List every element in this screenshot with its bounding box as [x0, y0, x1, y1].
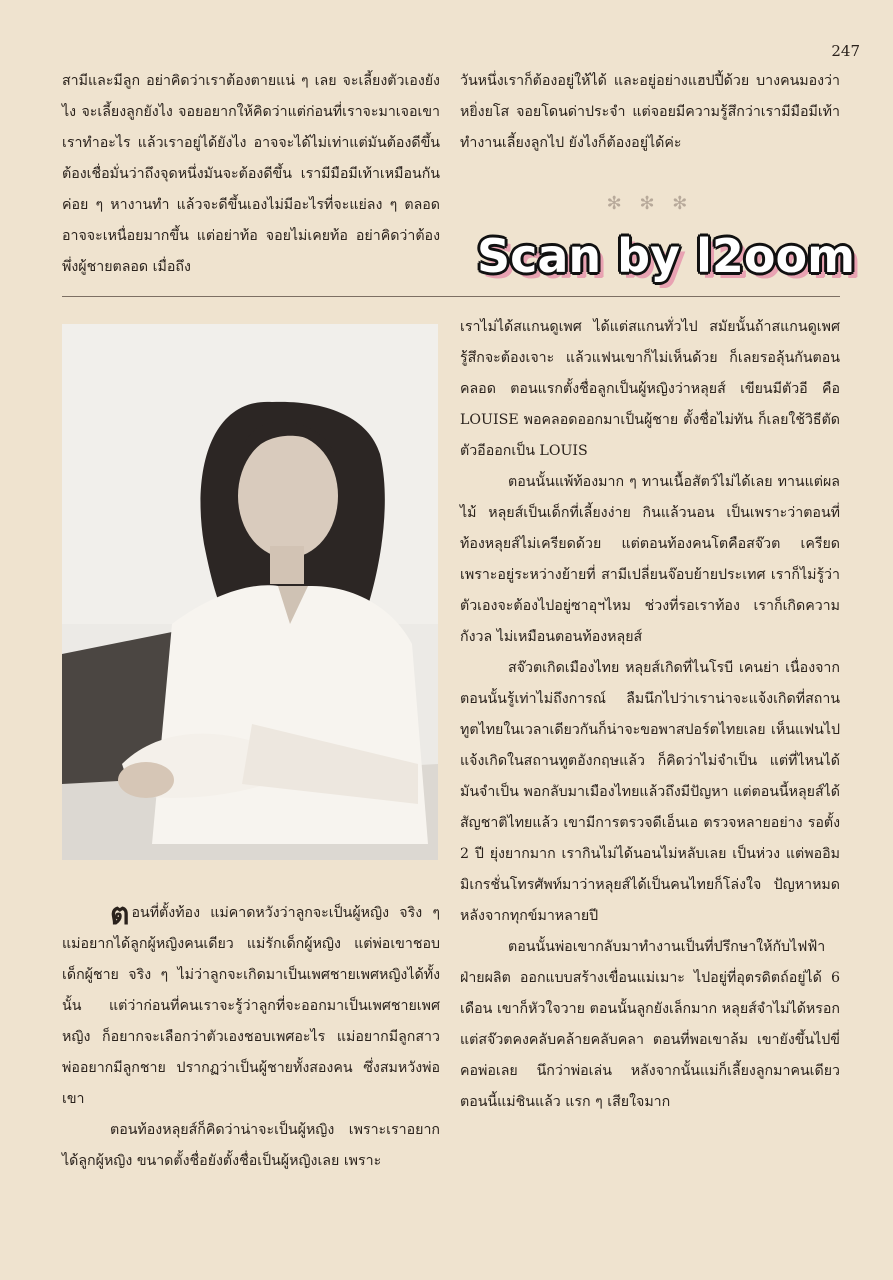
page-number: 247 — [831, 42, 860, 60]
paragraph: ตอนนั้นแพ้ท้องมาก ๆ ทานเนื้อสัตว์ไม่ได้เลย ทานแต่ผลไม้ หลุยส์เป็นเด็กที่เลี้ยงง่าย กินแล้วนอน เป็นเพราะว่าตอนที่ท้องหลุยส์ไม่เครียดด้วย แต่ตอนท้องคนโตคือสจ๊วต เครียดเพราะอยู่ระหว่างย้ายที่ สามีเปลี่ยนจ๊อบย้ายประเทศ เราก็ไม่รู้ว่าตัวเองจะต้องไปอยู่ซาอุฯไหม ช่วงที่รอเราท้อง เราก็เกิดความกังวล ไม่เหมือนตอนท้องหลุยส์ — [460, 474, 840, 645]
article-text-top-left — [62, 66, 440, 283]
article-text-bottom-left — [62, 898, 440, 1177]
paragraph — [62, 898, 440, 1115]
paragraph: ตอนนั้นพ่อเขากลับมาทำงานเป็นที่ปรึกษาให้กับไฟฟ้าฝ่ายผลิต ออกแบบสร้างเขื่อนแม่เมาะ ไปอยู่ที่อุตรดิตถ์อยู่ได้ 6 เดือน เขาก็หัวใจวาย ตอนนั้นลูกยังเล็กมาก หลุยส์จำไม่ได้หรอก แต่สจ๊วตคงคลับคล้ายคลับคลา ตอนที่พอเขาล้ม เขายังขึ้นไปขี่คอพ่อเลย นึกว่าพ่อเล่น หลังจากนั้นแม่ก็เลี้ยงลูกมาคนเดียว ตอนนี้แม่ชินแล้ว แรก ๆ เสียใจมาก — [460, 939, 840, 1110]
paragraph-text: อนที่ตั้งท้อง แม่คาดหวังว่าลูกจะเป็นผู้หญิง จริง ๆ แม่อยากได้ลูกผู้หญิงคนเดียว แม่รักเด็กผู้หญิง แต่พ่อเขาชอบเด็กผู้ชาย จริง ๆ ไม่ว่าลูกจะเกิดมาเป็นเพศชายเพศหญิงได้ทั้งนั้น แต่ว่าก่อนที่คนเราจะรู้ว่าลูกที่จะออกมาเป็นเพศชายเพศหญิง ก็อยากจะเลือกว่าตัวเองชอบเพศอะไร แม่อยากมีลูกสาว พ่ออยากมีลูกชาย ปรากฏว่าเป็นผู้ชายทั้งสองคน ซึ่งสมหวังพ่อเขา — [62, 905, 440, 1107]
horizontal-divider — [62, 296, 840, 297]
paragraph: สจ๊วตเกิดเมืองไทย หลุยส์เกิดที่ไนโรบี เคนย่า เนื่องจากตอนนั้นรู้เท่าไม่ถึงการณ์ ลืมนึกไปว่าเราน่าจะแจ้งเกิดที่สถานทูตไทยในเวลาเดียวกันก็น่าจะขอพาสปอร์ตไทยเลย เห็นแฟนไปแจ้งเกิดในสถานทูตอังกฤษแล้ว ก็คิดว่าไม่จำเป็น แต่ที่ไหนได้ มันจำเป็น พอกลับมาเมืองไทยแล้วถึงมีปัญหา แต่ตอนนี้หลุยส์ได้สัญชาติไทยแล้ว เขามีการตรวจดีเอ็นเอ ตรวจหลายอย่าง รอตั้ง 2 ปี ยุ่งยากมาก เรากินไม่ได้นอนไม่หลับเลย เป็นห่วง แต่พออิมมิเกรชั่นโทรศัพท์มาว่าหลุยส์ได้เป็นคนไทยก็โล่งใจ ปัญหาหมดหลังจากทุกข์มาหลายปี — [460, 660, 840, 924]
paragraph: เราไม่ได้สแกนดูเพศ ได้แต่สแกนทั่วไป สมัยนั้นถ้าสแกนดูเพศรู้สึกจะต้องเจาะ แล้วแฟนเขาก็ไม่เห็นด้วย ก็เลยรอลุ้นกันตอนคลอด ตอนแรกตั้งชื่อลูกเป็นผู้หญิงว่าหลุยส์ เขียนมีตัวอี คือ LOUISE พอคลอดออกมาเป็นผู้ชาย ตั้งชื่อไม่ทัน ก็เลยใช้วิธีตัดตัวอีออกเป็น LOUIS — [460, 319, 840, 459]
article-text-right — [460, 312, 840, 1118]
portrait-photo — [62, 324, 438, 860]
scan-watermark: Scan by l2oom — [476, 229, 856, 283]
section-separator: ✻ ✻ ✻ — [606, 193, 694, 214]
article-text-top-right — [460, 66, 840, 159]
paragraph: วันหนึ่งเราก็ต้องอยู่ให้ได้ และอยู่อย่างแฮปปี้ด้วย บางคนมองว่าหยิ่งยโส จอยโดนด่าประจำ แต่จอยมีความรู้สึกว่าเรามีมือมีเท้า ทำงานเลี้ยงลูกไป ยังไงก็ต้องอยู่ได้ค่ะ — [460, 73, 840, 151]
paragraph: ตอนท้องหลุยส์ก็คิดว่าน่าจะเป็นผู้หญิง เพราะเราอยากได้ลูกผู้หญิง ขนาดตั้งชื่อยังตั้งชื่อเป็นผู้หญิงเลย เพราะ — [62, 1122, 440, 1169]
paragraph: สามีและมีลูก อย่าคิดว่าเราต้องตายแน่ ๆ เลย จะเลี้ยงตัวเองยังไง จะเลี้ยงลูกยังไง จอยอยากให้คิดว่าแต่ก่อนที่เราจะมาเจอเขา เราทำอะไร แล้วเราอยู่ได้ยังไง อาจจะได้ไม่เท่าแต่มันต้องดีขึ้น ต้องเชื่อมั่นว่าถึงจุดหนึ่งมันจะต้องดีขึ้น เรามีมือมีเท้าเหมือนกัน ค่อย ๆ หางานทำ แล้วจะดีขึ้นเองไม่มีอะไรที่จะแย่ลง ๆ ตลอด อาจจะเหนื่อยมากขึ้น แต่อย่าท้อ จอยไม่เคยท้อ อย่าคิดว่าต้องพึ่งผู้ชายตลอด เมื่อถึง — [62, 73, 440, 275]
drop-cap: ต — [110, 897, 130, 932]
